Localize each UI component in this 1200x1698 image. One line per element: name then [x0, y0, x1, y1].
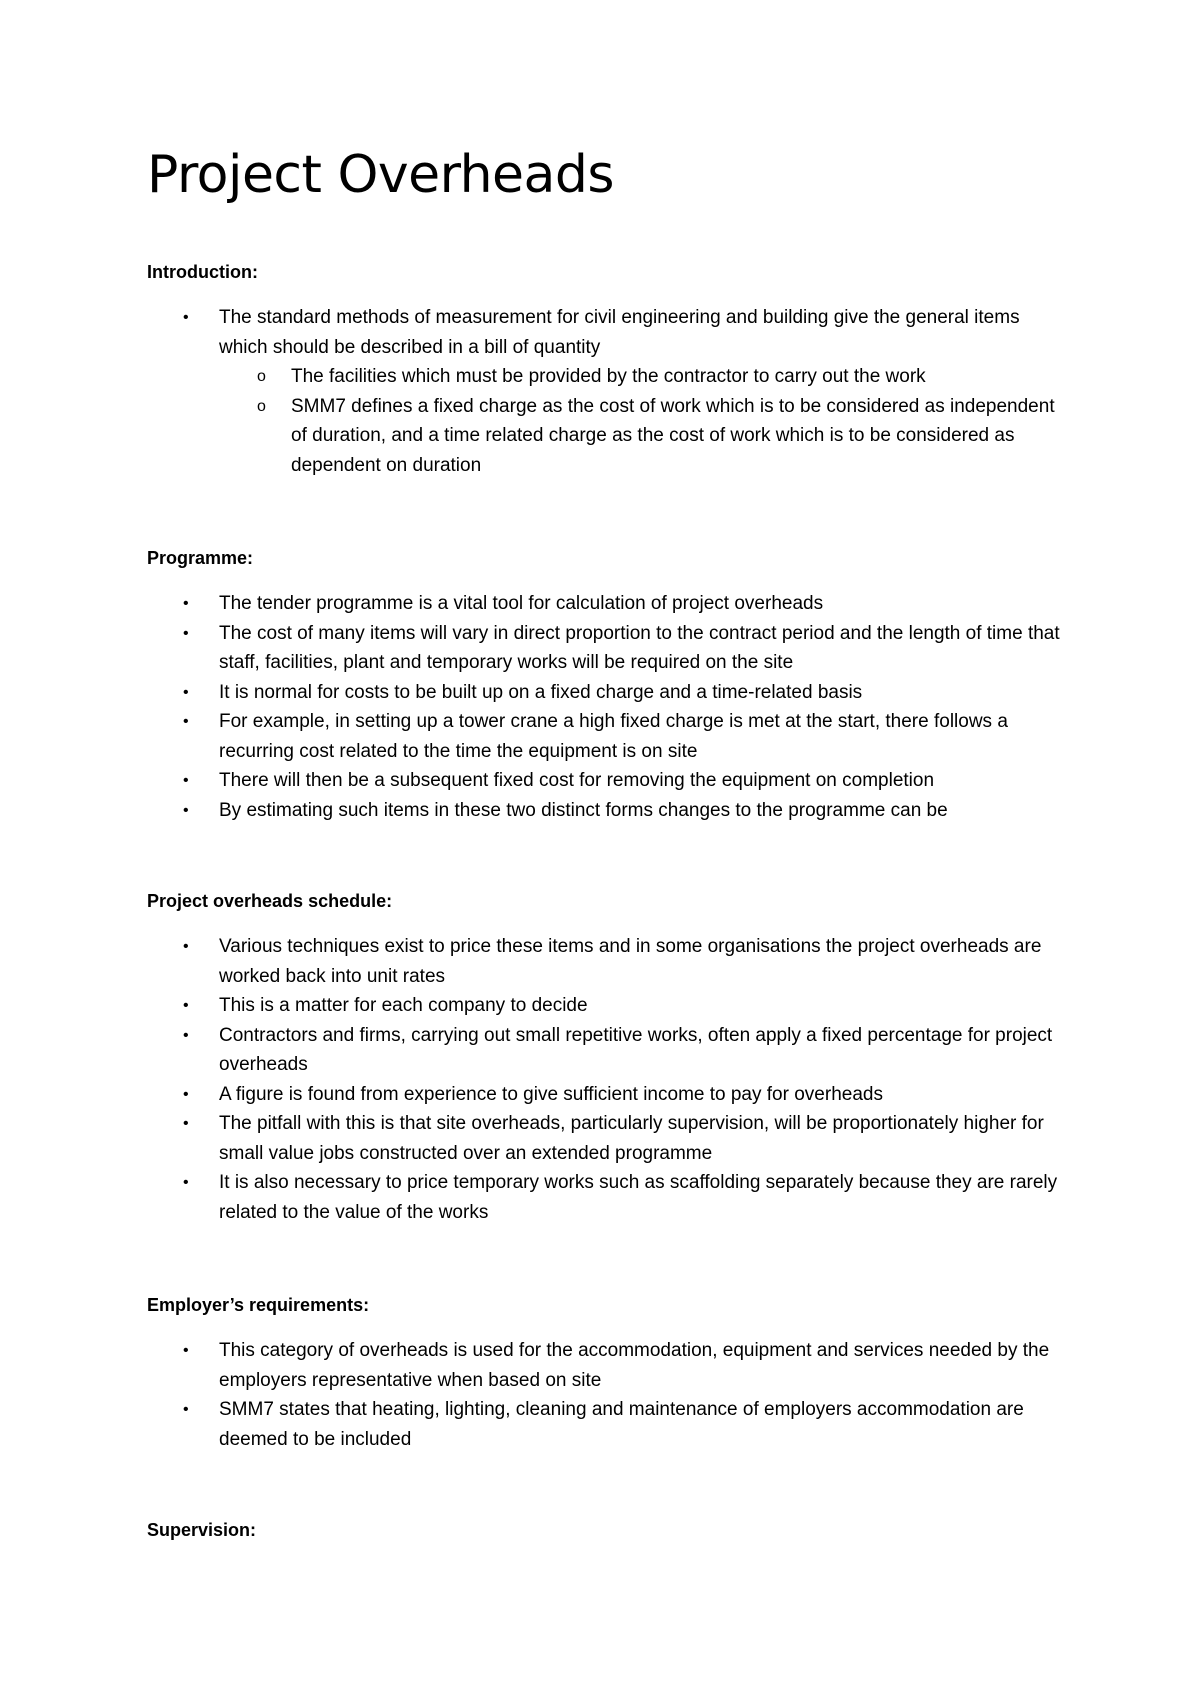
bullet-icon: • [183, 772, 189, 789]
bullet-icon: • [183, 1342, 189, 1359]
bullet-icon: • [183, 1401, 189, 1418]
list-item [147, 1168, 1067, 1227]
list-item-text: Various techniques exist to price these items and in some organisations the project overheads are worked back into unit rates [219, 936, 1042, 987]
list-item-text: The tender programme is a vital tool for calculation of project overheads [219, 593, 824, 614]
bullet-icon: • [183, 1115, 189, 1132]
list-item [147, 1109, 1067, 1168]
list-item-text: It is also necessary to price temporary works such as scaffolding separately because they are rarely related to the value of the works [219, 1172, 1058, 1223]
introduction-sublist [219, 362, 1067, 480]
introduction-heading: Introduction: [147, 262, 258, 282]
list-item-text: The pitfall with this is that site overheads, particularly supervision, will be proportionately higher for small value jobs constructed over an extended programme [219, 1113, 1044, 1164]
bullet-icon: • [183, 801, 189, 819]
list-item [147, 303, 1067, 480]
list-item-text: There will then be a subsequent fixed cost for removing the equipment on completion [219, 770, 935, 791]
schedule-list [147, 932, 1067, 1227]
bullet-icon: • [183, 1174, 189, 1191]
bullet-icon: • [183, 938, 189, 955]
list-item-text: This category of overheads is used for the accommodation, equipment and services needed by the employers representative when based on site [219, 1340, 1050, 1391]
sub-list-item [219, 362, 1067, 392]
bullet-icon: • [183, 1085, 189, 1103]
schedule-heading: Project overheads schedule: [147, 891, 393, 911]
supervision-heading: Supervision: [147, 1520, 257, 1540]
list-item [147, 1080, 1067, 1110]
bullet-icon: • [183, 713, 189, 730]
list-item-text: By estimating such items in these two distinct forms changes to the programme can be [219, 799, 948, 821]
page-title: Project Overheads [147, 145, 615, 205]
list-item [147, 707, 1067, 766]
bullet-icon: • [183, 595, 189, 612]
list-item-text: Contractors and firms, carrying out small repetitive works, often apply a fixed percentage for project overheads [219, 1024, 1053, 1075]
introduction-list [147, 303, 1067, 480]
list-item-text: For example, in setting up a tower crane a high fixed charge is met at the start, there follows a recurring cost related to the time the equipment is on site [219, 711, 1008, 762]
employer-requirements-heading: Employer’s requirements: [147, 1295, 370, 1315]
list-item [147, 589, 1067, 619]
list-item-text: The cost of many items will vary in direct proportion to the contract period and the length of time that staff, facilities, plant and temporary works will be required on the site [219, 622, 1060, 673]
list-item [147, 1395, 1067, 1454]
list-item [147, 619, 1067, 678]
bullet-icon: • [183, 1026, 189, 1044]
list-item [147, 678, 1067, 708]
list-item-text: A figure is found from experience to give sufficient income to pay for overheads [219, 1083, 883, 1105]
list-item [147, 1021, 1067, 1080]
sub-list-item [219, 392, 1067, 481]
programme-heading: Programme: [147, 548, 254, 568]
sub-list-item-text: SMM7 defines a fixed charge as the cost of work which is to be considered as independent of duration, and a time related charge as the cost of work which is to be considered as dependent on duration [291, 395, 1055, 476]
bullet-icon: • [183, 997, 189, 1014]
list-item [147, 1336, 1067, 1395]
list-item-text: It is normal for costs to be built up on a fixed charge and a time-related basis [219, 681, 863, 703]
list-item [147, 932, 1067, 991]
list-item-text: This is a matter for each company to decide [219, 995, 588, 1016]
sub-list-item-text: The facilities which must be provided by the contractor to carry out the work [291, 366, 926, 387]
employer-requirements-list [147, 1336, 1067, 1454]
bullet-icon: • [183, 624, 189, 642]
bullet-icon: • [183, 309, 189, 326]
sub-bullet-icon: o [257, 368, 266, 385]
bullet-icon: • [183, 683, 189, 701]
sub-bullet-icon: o [257, 397, 266, 415]
list-item [147, 766, 1067, 796]
list-item [147, 991, 1067, 1021]
list-item-text: The standard methods of measurement for civil engineering and building give the general items which should be described in a bill of quantity [219, 307, 1020, 358]
list-item [147, 796, 1067, 826]
programme-list [147, 589, 1067, 825]
list-item-text: SMM7 states that heating, lighting, cleaning and maintenance of employers accommodation are deemed to be included [219, 1399, 1024, 1450]
